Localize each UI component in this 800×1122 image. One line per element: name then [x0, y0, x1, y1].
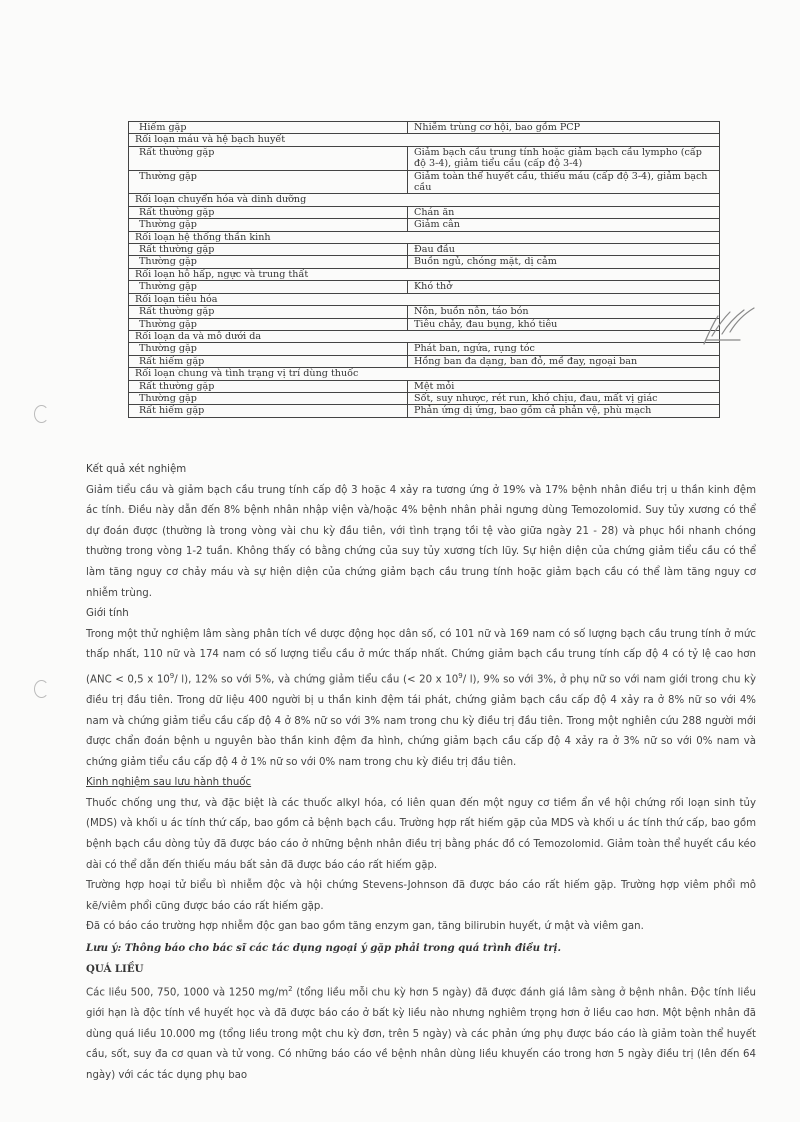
adverse-effects-table — [128, 121, 720, 418]
effect-cell: Nôn, buồn nôn, táo bón — [408, 306, 720, 318]
table-row — [129, 355, 720, 367]
handwritten-signature — [700, 300, 760, 350]
effect-cell: Tiêu chảy, đau bụng, khó tiêu — [408, 318, 720, 330]
effect-cell: Nhiễm trùng cơ hội, bao gồm PCP — [408, 122, 720, 134]
overdose-text-b: (tổng liều mỗi chu kỳ hơn 5 ngày) đã được đánh giá lâm sàng ở bệnh nhân. Độc tính liều giới hạn là độc tính về huyết học và đã được báo cáo ở bất kỳ liều nào nhưng nghiêm trọng hơn ở liều cao hơn. Một bệnh nhân đã dùng quá liều 10.000 mg (tổng liều trong một chu kỳ đơn, trên 5 ngày) và các phản ứng phụ được báo cáo là giảm toàn thể huyết cầu, sốt, suy đa cơ quan và tử vong. Có những báo cáo về bệnh nhân dùng liều khuyến cáo trong hơn 5 ngày điều trị (lên đến 64 ngày) với các tác dụng phụ bao — [86, 987, 756, 1081]
frequency-cell: Rất thường gặp — [129, 244, 408, 256]
effect-cell: Giảm bạch cầu trung tính hoặc giảm bạch cầu lympho (cấp độ 3-4), giảm tiểu cầu (cấp độ 3-4) — [408, 146, 720, 170]
table-row — [129, 244, 720, 256]
table-category-row — [129, 268, 720, 280]
table-row — [129, 219, 720, 231]
gender-paragraph — [86, 625, 756, 774]
effect-cell: Hồng ban đa dạng, ban đỏ, mề đay, ngoại ban — [408, 355, 720, 367]
lab-heading: Kết quả xét nghiệm — [86, 464, 187, 475]
table-category-row — [129, 368, 720, 380]
frequency-cell: Thường gặp — [129, 281, 408, 293]
category-label: Rối loạn chuyển hóa và dinh dưỡng — [129, 194, 720, 206]
table-category-row — [129, 293, 720, 305]
punch-hole-mark — [34, 405, 49, 423]
table-row — [129, 146, 720, 170]
gender-sup-b: 9 — [458, 671, 463, 680]
category-label: Rối loạn hệ thống thần kinh — [129, 231, 720, 243]
gender-text-b: / l), 12% so với 5%, và chứng giảm tiểu cầu (< 20 x 10 — [174, 674, 459, 686]
table-row — [129, 405, 720, 417]
effect-cell: Chán ăn — [408, 206, 720, 218]
frequency-cell: Rất hiếm gặp — [129, 405, 408, 417]
effect-cell: Giảm cân — [408, 219, 720, 231]
table-row — [129, 122, 720, 134]
table-row — [129, 281, 720, 293]
gender-text-a: Trong một thử nghiệm lâm sàng phân tích về dược động học dân số, có 101 nữ và 169 nam có số lượng bạch cầu trung tính ở mức thấp nhất, 110 nữ và 174 nam có số lượng tiểu cầu ở mức thấp nhất. Chứng giảm bạch cầu trung tính cấp độ 4 có tỷ lệ cao hơn (ANC < 0,5 x 10 — [86, 628, 756, 686]
category-label: Rối loạn chung và tình trạng vị trí dùng thuốc — [129, 368, 720, 380]
frequency-cell: Thường gặp — [129, 392, 408, 404]
gender-sup-a: 9 — [169, 671, 175, 680]
postmarketing-paragraph-1: Thuốc chống ung thư, và đặc biệt là các thuốc alkyl hóa, có liên quan đến một nguy cơ tiềm ẩn về hội chứng rối loạn sinh tủy (MDS) và khối u ác tính thứ cấp, bao gồm cả bệnh bạch cầu. Trường hợp rất hiếm gặp của MDS và khối u ác tính thứ cấp, bao gồm bệnh bạch cầu dòng tủy đã được báo cáo ở những bệnh nhân điều trị bằng phác đồ có Temozolomid. Giảm toàn thể huyết cầu kéo dài có thể dẫn đến thiếu máu bất sản đã được báo cáo rất hiếm gặp. — [86, 797, 756, 871]
table-row — [129, 170, 720, 194]
gender-heading: Giới tính — [86, 608, 129, 620]
frequency-cell: Rất hiếm gặp — [129, 355, 408, 367]
table-category-row — [129, 134, 720, 146]
table-row — [129, 380, 720, 392]
table-category-row — [129, 194, 720, 206]
table-row — [129, 206, 720, 218]
frequency-cell: Rất thường gặp — [129, 206, 408, 218]
gender-text-c: / l), 9% so với 3%, ở phụ nữ so với nam giới trong chu kỳ điều trị đầu tiên. Trong dữ liệu 400 người bị u thần kinh đệm tái phát, chứng giảm bạch cầu cấp độ 4 xảy ra ở 8% nữ so với 4% nam và chứng giảm tiểu cầu cấp độ 4 ở 8% nữ so với 3% nam trong chu kỳ điều trị đầu tiên. Trong một nghiên cứu 288 người mới được chẩn đoán bệnh u nguyên bào thần kinh đệm đa hình, chứng giảm bạch cầu cấp độ 4 xảy ra ở 3% nữ so với 0% nam và chứng giảm tiểu cầu cấp độ 4 ở 1% nữ so với 0% nam trong chu kỳ điều trị đầu tiên. — [86, 674, 756, 768]
category-label: Rối loạn máu và hệ bạch huyết — [129, 134, 720, 146]
table-category-row — [129, 231, 720, 243]
frequency-cell: Rất thường gặp — [129, 146, 408, 170]
frequency-cell: Rất thường gặp — [129, 306, 408, 318]
punch-hole-mark — [34, 680, 49, 698]
table-row — [129, 256, 720, 268]
overdose-paragraph — [86, 979, 756, 1086]
frequency-cell: Thường gặp — [129, 318, 408, 330]
table-row — [129, 343, 720, 355]
effect-cell: Giảm toàn thể huyết cầu, thiếu máu (cấp độ 3-4), giảm bạch cầu — [408, 170, 720, 194]
table-row — [129, 392, 720, 404]
category-label: Rối loạn hô hấp, ngực và trung thất — [129, 268, 720, 280]
category-label: Rối loạn tiêu hóa — [129, 293, 720, 305]
table-category-row — [129, 330, 720, 342]
overdose-heading: QUÁ LIỀU — [86, 962, 144, 975]
postmarketing-paragraph-3: Đã có báo cáo trường hợp nhiễm độc gan bao gồm tăng enzym gan, tăng bilirubin huyết, ứ mật và viêm gan. — [86, 921, 644, 933]
effect-cell: Khó thở — [408, 281, 720, 293]
table-row — [129, 318, 720, 330]
frequency-cell: Hiếm gặp — [129, 122, 408, 134]
effect-cell: Buồn ngủ, chóng mặt, dị cảm — [408, 256, 720, 268]
frequency-cell: Thường gặp — [129, 256, 408, 268]
frequency-cell: Thường gặp — [129, 170, 408, 194]
effect-cell: Sốt, suy nhược, rét run, khó chịu, đau, mất vị giác — [408, 392, 720, 404]
postmarketing-heading: Kinh nghiệm sau lưu hành thuốc — [86, 777, 252, 789]
frequency-cell: Thường gặp — [129, 219, 408, 231]
overdose-text-a: Các liều 500, 750, 1000 và 1250 mg/m — [86, 987, 289, 999]
overdose-sup: 2 — [288, 985, 293, 994]
document-body — [86, 460, 756, 1087]
lab-paragraph: Giảm tiểu cầu và giảm bạch cầu trung tính cấp độ 3 hoặc 4 xảy ra tương ứng ở 19% và 17% bệnh nhân điều trị u thần kinh đệm ác tính. Điều này dẫn đến 8% bệnh nhân nhập viện và/hoặc 4% bệnh nhân phải ngưng dùng Temozolomid. Suy tủy xương có thể dự đoán được (thường là trong vòng vài chu kỳ đầu tiên, với tình trạng tồi tệ vào giữa ngày 21 - 28) và phục hồi nhanh chóng thường trong vòng 1-2 tuần. Không thấy có bằng chứng của suy tủy xương tích lũy. Sự hiện diện của chứng giảm tiểu cầu có thể làm tăng nguy cơ chảy máu và sự hiện diện của chứng giảm bạch cầu trung tính hoặc giảm bạch cầu có thể làm tăng nguy cơ nhiễm trùng. — [86, 484, 756, 599]
table-row — [129, 306, 720, 318]
effect-cell: Phản ứng dị ứng, bao gồm cả phản vệ, phù mạch — [408, 405, 720, 417]
effect-cell: Mệt mỏi — [408, 380, 720, 392]
category-label: Rối loạn da và mô dưới da — [129, 330, 720, 342]
effect-cell: Đau đầu — [408, 244, 720, 256]
postmarketing-paragraph-2: Trường hợp hoại tử biểu bì nhiễm độc và hội chứng Stevens-Johnson đã được báo cáo rất hiếm gặp. Trường hợp viêm phổi mô kẽ/viêm phổi cũng được báo cáo rất hiếm gặp. — [86, 880, 756, 912]
frequency-cell: Thường gặp — [129, 343, 408, 355]
note-line: Lưu ý: Thông báo cho bác sĩ các tác dụng ngoại ý gặp phải trong quá trình điều trị. — [86, 942, 562, 955]
effect-cell: Phát ban, ngứa, rụng tóc — [408, 343, 720, 355]
frequency-cell: Rất thường gặp — [129, 380, 408, 392]
